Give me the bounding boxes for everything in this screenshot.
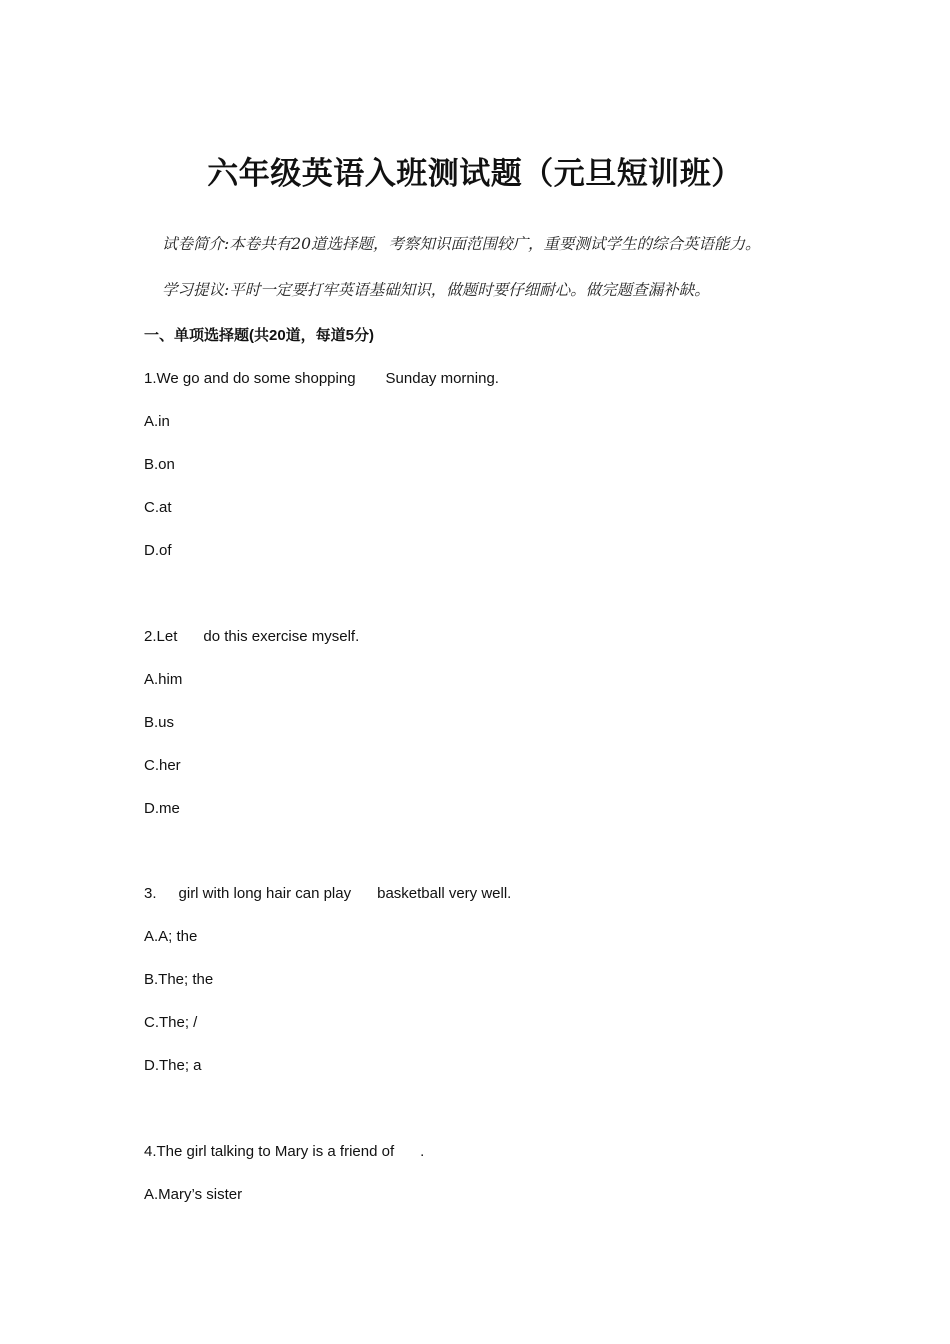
question-3-text-c: basketball very well.: [377, 885, 512, 902]
question-2-text-b: do this exercise myself.: [203, 628, 360, 645]
question-3-option-d: D.The; a: [144, 1057, 202, 1074]
question-2: [144, 626, 359, 648]
exam-intro: 试卷简介:本卷共有20道选择题，考察知识面范围较广，重要测试学生的综合英语能力。: [162, 235, 761, 253]
question-2-option-a: A.him: [144, 671, 183, 688]
question-1-option-a: A.in: [144, 413, 170, 430]
question-4-text-b: .: [420, 1143, 425, 1160]
question-3-option-a: A.A; the: [144, 928, 198, 945]
question-4-option-a: A.Mary’s sister: [144, 1186, 243, 1203]
question-4: [144, 1141, 424, 1163]
page-title: 六年级英语入班测试题（元旦短训班）: [207, 156, 743, 192]
question-4-text-a: 4.The girl talking to Mary is a friend of: [144, 1143, 395, 1160]
question-3-option-c: C.The; /: [144, 1014, 198, 1031]
question-1-option-c: C.at: [144, 499, 172, 516]
question-1-option-d: D.of: [144, 542, 172, 559]
section-heading: 一、单项选择题(共20道，每道5分): [144, 327, 375, 344]
question-3: [144, 883, 511, 905]
question-3-text-a: 3.: [144, 885, 157, 902]
question-1-text-a: 1.We go and do some shopping: [144, 370, 356, 387]
question-2-option-b: B.us: [144, 714, 175, 731]
question-3-text-b: girl with long hair can play: [178, 885, 352, 902]
question-3-option-b: B.The; the: [144, 971, 214, 988]
question-2-option-c: C.her: [144, 757, 181, 774]
question-2-option-d: D.me: [144, 800, 180, 817]
question-1-text-b: Sunday morning.: [385, 370, 499, 387]
question-2-text-a: 2.Let: [144, 628, 178, 645]
question-1: [144, 368, 499, 390]
question-1-option-b: B.on: [144, 456, 175, 473]
study-tip: 学习提议:平时一定要打牢英语基础知识，做题时要仔细耐心。做完题查漏补缺。: [162, 281, 710, 299]
